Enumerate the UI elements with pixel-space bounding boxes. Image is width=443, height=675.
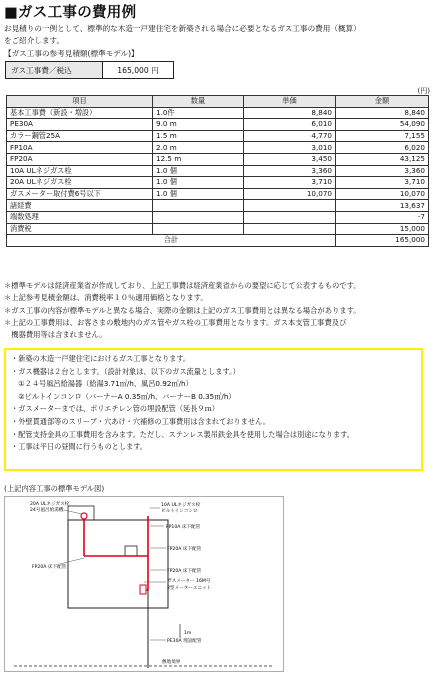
cell-unit-price: 10,070 bbox=[244, 188, 336, 200]
header-qty: 数量 bbox=[153, 96, 244, 108]
cell-amount: 3,360 bbox=[336, 165, 429, 177]
cost-row bbox=[7, 188, 429, 200]
condition-line: ・ガス機器は２台とします。（設計対象は、以下のガス流量とします。） bbox=[11, 366, 240, 376]
cell-item: 諸経費 bbox=[7, 200, 153, 212]
label-site-boundary: 敷地境界 bbox=[162, 660, 181, 665]
cell-amount: 8,840 bbox=[336, 107, 429, 119]
gas-piping bbox=[84, 516, 148, 590]
label-fp20a-b: FP20A 床下配管 bbox=[167, 569, 202, 574]
condition-line: ・配管支持金具の工事費用を含みます。ただし、ステンレス製吊鉄金具を使用した場合は別途になります。 bbox=[11, 429, 354, 439]
condition-line: ・外壁貫通部等のスリーブ・穴あけ・穴補修の工事費用は含まれておりません。 bbox=[11, 416, 270, 426]
cell-item: 端数処理 bbox=[7, 211, 153, 223]
cell-amount: 10,070 bbox=[336, 188, 429, 200]
cost-row bbox=[7, 119, 429, 131]
cell-qty bbox=[153, 211, 244, 223]
cell-qty: 1.0 個 bbox=[153, 177, 244, 189]
summary-label: ガス工事費／税込 bbox=[6, 62, 103, 79]
label-10a-tap: 10A ULネジガス栓 bbox=[161, 503, 201, 508]
total-row bbox=[7, 235, 429, 247]
label-gas-meter: ガスメーター 16M号 bbox=[167, 579, 211, 584]
page-title: ■ガス工事の費用例 bbox=[4, 5, 137, 21]
cell-unit-price bbox=[244, 200, 336, 212]
notes bbox=[4, 280, 437, 341]
piping-diagram bbox=[4, 496, 284, 672]
unit-label: (円) bbox=[417, 87, 430, 95]
label-water-heater: 24号風呂給湯機 bbox=[30, 508, 64, 513]
cell-qty: 1.0 個 bbox=[153, 188, 244, 200]
header-item: 項目 bbox=[7, 96, 153, 108]
cost-row bbox=[7, 107, 429, 119]
total-label: 合計 bbox=[7, 235, 336, 247]
gas-meter bbox=[140, 585, 146, 594]
summary-value: 165,000 円 bbox=[103, 62, 174, 79]
cell-item: FP10A bbox=[7, 142, 153, 154]
intro-line: をご紹介します。 bbox=[4, 36, 65, 45]
note-line: ＊上記参考見積金額は、消費税率１０％適用価格となります。 bbox=[4, 293, 208, 303]
cell-unit-price: 3,360 bbox=[244, 165, 336, 177]
cell-qty: 12.5 m bbox=[153, 153, 244, 165]
cell-qty: 9.0 m bbox=[153, 119, 244, 131]
note-line: ＊上記の工事費用は、お客さまの敷地内のガス管やガス栓の工事費用となります。ガス本支管工事費及び bbox=[4, 317, 347, 327]
cell-unit-price bbox=[244, 211, 336, 223]
cost-row bbox=[7, 153, 429, 165]
cell-unit-price: 8,840 bbox=[244, 107, 336, 119]
cell-qty bbox=[153, 223, 244, 235]
cell-item: ガスメーター取付費6号以下 bbox=[7, 188, 153, 200]
label-stove: ビルトインコンロ bbox=[161, 509, 198, 514]
diagram-frame bbox=[5, 497, 284, 672]
intro-line: お見積りの一例として、標準的な木造一戸建住宅を新築される場合に必要となるガス工事の費用（概算） bbox=[4, 24, 361, 33]
cell-amount: 54,090 bbox=[336, 119, 429, 131]
cost-row bbox=[7, 200, 429, 212]
cell-unit-price: 3,450 bbox=[244, 153, 336, 165]
header-amount: 金額 bbox=[336, 96, 429, 108]
cost-row bbox=[7, 211, 429, 223]
cost-row bbox=[7, 223, 429, 235]
cost-row bbox=[7, 165, 429, 177]
label-fp10a: FP10A 床下配管 bbox=[166, 525, 201, 530]
cell-amount: 15,000 bbox=[336, 223, 429, 235]
cell-item: 10A ULネジガス栓 bbox=[7, 165, 153, 177]
label-pe30a: PE30A 埋設配管 bbox=[167, 639, 202, 644]
condition-line: ②ビルトインコンロ（バーナーA 0.35㎥/h、バーナーB 0.35㎥/h） bbox=[11, 391, 236, 401]
cell-amount: -7 bbox=[336, 211, 429, 223]
cell-item: 基本工事費（新設・増設） bbox=[7, 107, 153, 119]
cell-amount: 13,637 bbox=[336, 200, 429, 212]
cost-row bbox=[7, 130, 429, 142]
total-value: 165,000 bbox=[336, 235, 429, 247]
cell-qty bbox=[153, 200, 244, 212]
cell-qty: 1.5 m bbox=[153, 130, 244, 142]
condition-line: ・工事は平日の昼間に行うものとします。 bbox=[11, 442, 147, 452]
cell-qty: 1.0件 bbox=[153, 107, 244, 119]
figure-caption: (上記内容工事の標準モデル図) bbox=[4, 484, 105, 493]
cost-row bbox=[7, 142, 429, 154]
condition-line: ・新築の木造一戸建住宅におけるガス工事となります。 bbox=[11, 354, 191, 363]
cell-item: 消費税 bbox=[7, 223, 153, 235]
cell-item: PE30A bbox=[7, 119, 153, 131]
cell-unit-price: 3,710 bbox=[244, 177, 336, 189]
cost-body bbox=[7, 107, 429, 235]
house-outline bbox=[68, 520, 168, 608]
cell-item: FP20A bbox=[7, 153, 153, 165]
leader-lines bbox=[60, 508, 166, 640]
conditions-box bbox=[4, 348, 423, 471]
cell-unit-price: 4,770 bbox=[244, 130, 336, 142]
cost-header-row bbox=[7, 96, 429, 108]
cell-qty: 1.0 個 bbox=[153, 165, 244, 177]
stove-box bbox=[125, 546, 137, 556]
label-fp20a-left: FP20A 床下配管 bbox=[32, 565, 67, 570]
label-fp20a-a: FP20A 床下配管 bbox=[167, 547, 202, 552]
cost-row bbox=[7, 177, 429, 189]
scale-label: 1m bbox=[184, 631, 192, 636]
cell-item: 20A ULネジガス栓 bbox=[7, 177, 153, 189]
cell-qty: 2.0 m bbox=[153, 142, 244, 154]
intro-text bbox=[4, 23, 439, 47]
header-unit-price: 単価 bbox=[244, 96, 336, 108]
label-20a-tap: 20A ULネジガス栓 bbox=[30, 502, 70, 507]
condition-line: ①２４号風呂給湯器（給湯3.71㎥/h、風呂0.92㎥/h） bbox=[11, 379, 193, 389]
cell-item: カラー鋼管25A bbox=[7, 130, 153, 142]
note-line: 機器費用等は含まれません。 bbox=[4, 330, 107, 340]
cell-amount: 3,710 bbox=[336, 177, 429, 189]
summary-caption: 【ガス工事の参考見積額(標準モデル)】 bbox=[4, 49, 139, 58]
summary-table bbox=[5, 61, 174, 79]
label-meter-unit: 2型メーターユニット bbox=[167, 586, 212, 591]
cost-table bbox=[6, 95, 429, 247]
note-line: ＊標準モデルは経済産業省が作成しており、上記工事費は経済産業省からの要望に応じて公表するものです。 bbox=[4, 281, 361, 290]
cell-unit-price: 3,010 bbox=[244, 142, 336, 154]
cell-amount: 6,020 bbox=[336, 142, 429, 154]
condition-line: ・ガスメーターまでは、ポリエチレン管の埋設配管（延長９ｍ） bbox=[11, 404, 219, 414]
note-line: ＊ガス工事の内容が標準モデルと異なる場合、実際の金額は上記のガス工事費用とは異なる場合があります。 bbox=[4, 305, 361, 315]
cell-unit-price: 6,010 bbox=[244, 119, 336, 131]
cell-amount: 43,125 bbox=[336, 153, 429, 165]
cell-unit-price bbox=[244, 223, 336, 235]
cell-amount: 7,155 bbox=[336, 130, 429, 142]
